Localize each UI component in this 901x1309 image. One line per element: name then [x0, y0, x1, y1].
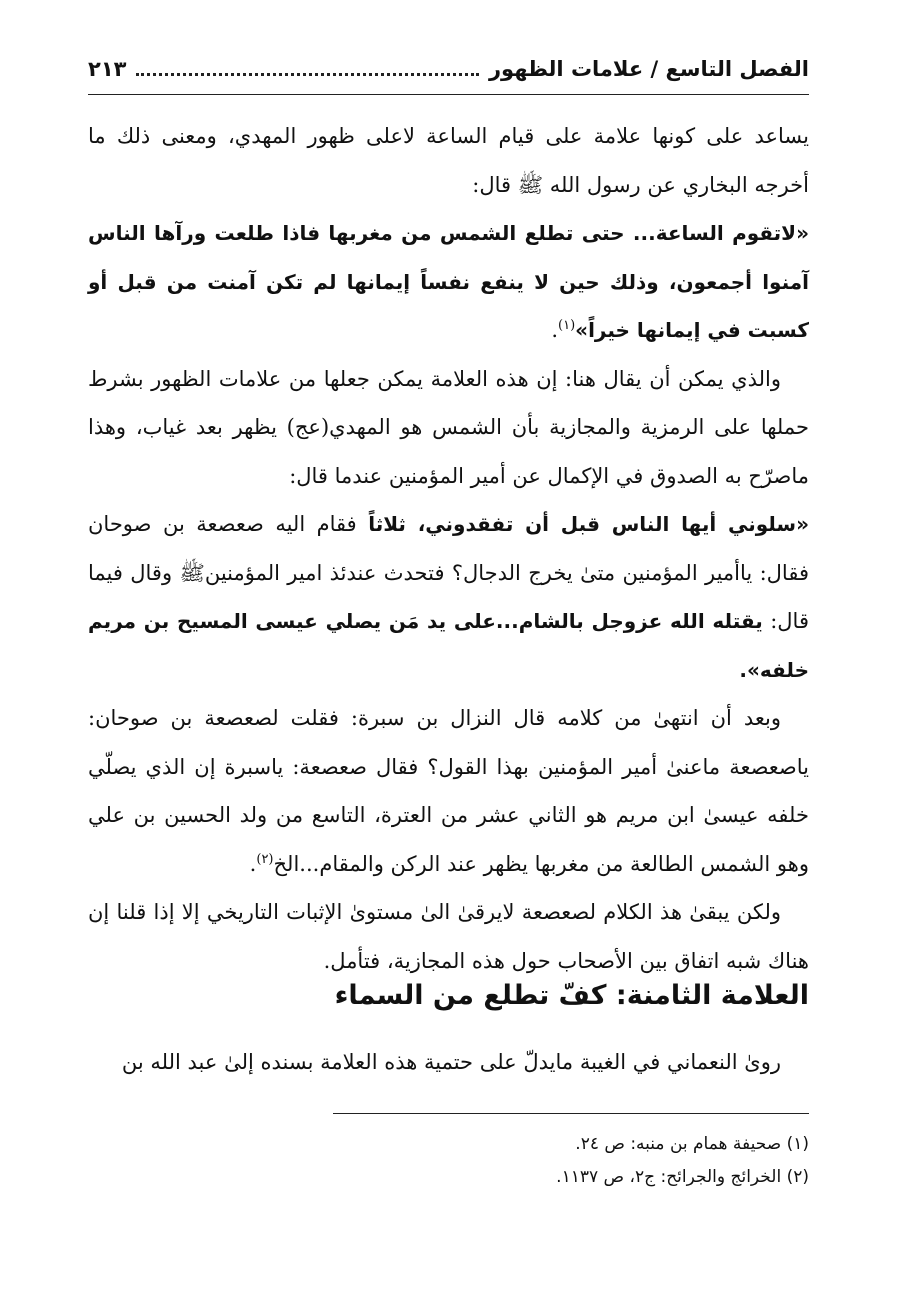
leader-dots: [136, 73, 479, 76]
narration-text: وقال فيما قال:: [88, 560, 809, 633]
footnote-ref: (١): [558, 318, 576, 333]
paragraph: يساعد على كونها علامة على قيام الساعة لاعلى ظهور المهدي، ومعنى ذلك ما أخرجه البخاري عن رسول الله ﷺ قال:: [88, 124, 809, 197]
header-rule: [88, 94, 809, 95]
footnote: (٢) الخرائج والجرائح: ج٢، ص ١١٣٧.: [556, 1167, 809, 1187]
paragraph: والذي يمكن أن يقال هنا: إن هذه العلامة يمكن جعلها من علامات الظهور بشرط حملها على الرمزية والمجازية بأن الشمس هو المهدي(عج) يظهر بعد غياب، وهذا ماصرّح به الصدوق في الإكمال عن أمير المؤمنين عندما قال:: [88, 366, 809, 488]
paragraph: ولكن يبقىٰ هذ الكلام لصعصعة لايرقىٰ الىٰ مستوىٰ الإثبات التاريخي إلا إذا قلنا إن هناك شبه اتفاق بين الأصحاب حول هذه المجازية، فتأمل.: [88, 900, 809, 973]
body-text: [88, 112, 809, 985]
narration-text: فقام اليه صعصعة بن صوحان فقال: ياأمير المؤمنين متىٰ يخرج الدجال؟ فتحدث عندئذ امير المؤمنين: [88, 512, 809, 585]
paragraph-end: .: [249, 851, 257, 876]
hadith-quote: [88, 500, 809, 694]
running-header: [88, 52, 809, 86]
chapter-title: الفصل التاسع / علامات الظهور: [488, 57, 809, 81]
quote-text: «سلوني أيها الناس قبل أن تفقدوني، ثلاثاً: [368, 512, 809, 536]
footnote-rule: [333, 1113, 809, 1114]
quote-text: «لاتقوم الساعة... حتى تطلع الشمس من مغربها فاذا طلعت ورآها الناس آمنوا أجمعون، وذلك حين لا ينفع نفساً إيمانها لم تكن آمنت من قبل أو كسبت في إيمانها خيراً»: [88, 221, 809, 342]
section-heading: العلامة الثامنة: كفّ تطلع من السماء: [334, 980, 809, 1011]
page-number: ٢١٣: [88, 57, 127, 81]
footnotes: [88, 1128, 809, 1194]
footnote: (١) صحيفة همام بن منبه: ص ٢٤.: [575, 1134, 809, 1154]
hadith-quote: «لاتقوم الساعة... حتى تطلع الشمس من مغربها فاذا طلعت ورآها الناس آمنوا أجمعون، وذلك حين لا ينفع نفساً إيمانها لم تكن آمنت من قبل أو كسبت في إيمانها خيراً»$^{(١)}$.: [88, 221, 809, 342]
footnote-ref: (٢): [256, 851, 274, 867]
paragraph-text: وبعد أن انتهىٰ من كلامه قال النزال بن سبرة: فقلت لصعصعة بن صوحان: ياصعصعة ماعنىٰ أمير المؤمنين بهذا القول؟ فقال صعصعة: ياسبرة إن الذي يصلّي خلفه عيسىٰ ابن مريم هو الثاني عشر من العترة، التاسع من ولد الحسين بن علي وهو الشمس الطالعة من مغربها يظهر عند الركن والمقام...الخ: [88, 706, 809, 876]
paragraph: [88, 694, 809, 888]
paragraph: روىٰ النعماني في الغيبة مايدلّ على حتمية هذه العلامة بسنده إلىٰ عبد الله بن: [121, 1050, 781, 1074]
quote-text: يقتله الله عزوجل بالشام...على يد مَن يصلي عيسى المسيح بن مريم خلفه».: [88, 609, 809, 682]
honorific: ﷺ: [179, 560, 205, 585]
